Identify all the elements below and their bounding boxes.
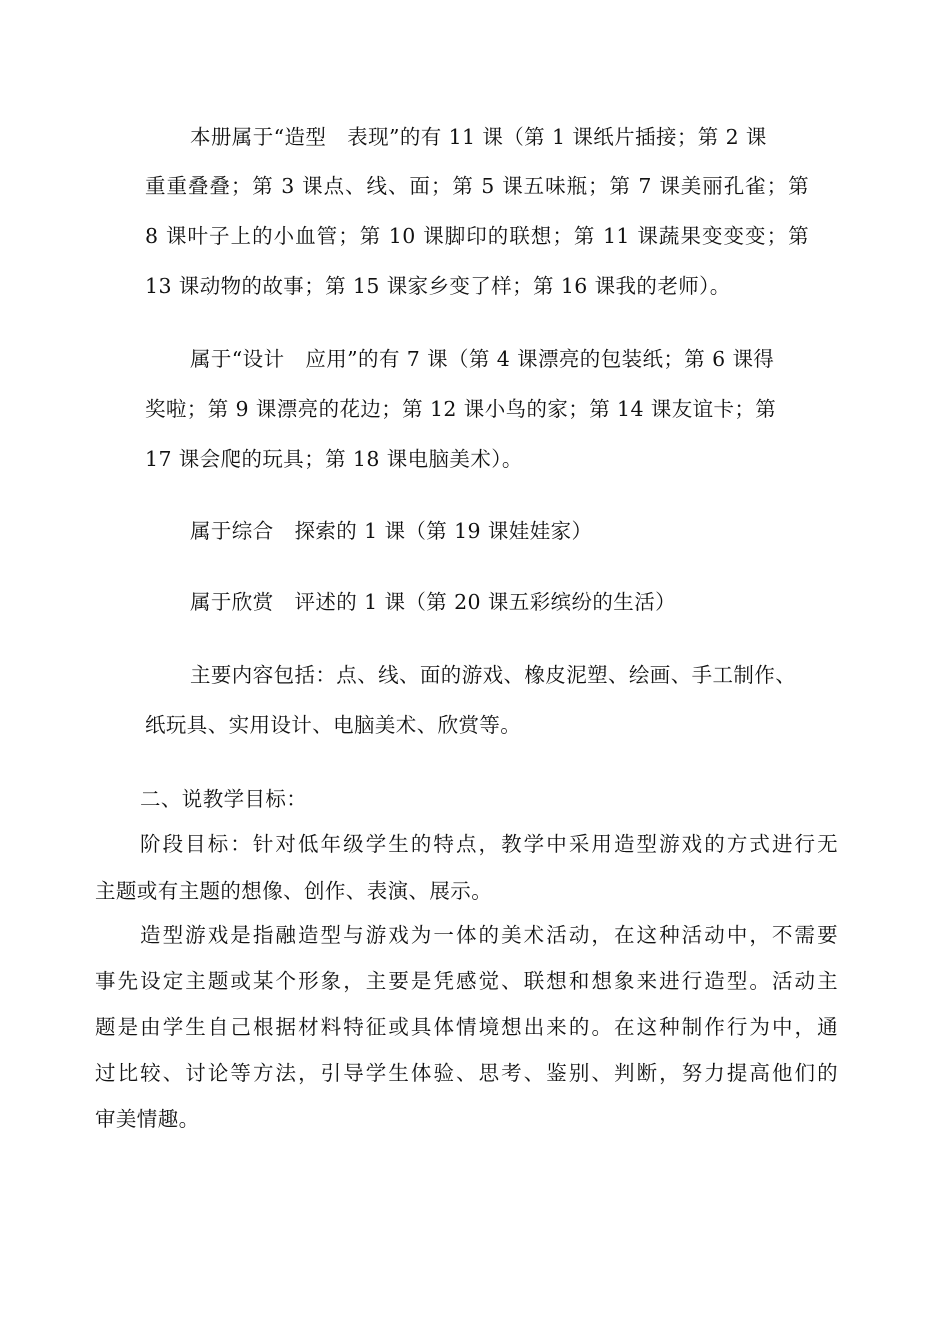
p4-line-1: 属于欣赏 评述的 1 课（第 20 课五彩缤纷的生活）	[190, 590, 676, 614]
p2-line-3: 17 课会爬的玩具；第 18 课电脑美术）。	[145, 447, 523, 471]
p7-line-2: 主题或有主题的想像、创作、表演、展示。	[95, 879, 493, 903]
p8-line-1: 造型游戏是指融造型与游戏为一体的美术活动，在这种活动中，不需要	[140, 923, 838, 947]
p8-line-3: 题是由学生自己根据材料特征或具体情境想出来的。在这种制作行为中，通	[95, 1015, 838, 1039]
p3-line-1: 属于综合 探索的 1 课（第 19 课娃娃家）	[190, 519, 593, 543]
p2-line-1: 属于“设计 应用”的有 7 课（第 4 课漂亮的包装纸；第 6 课得	[190, 347, 775, 371]
p8-line-2: 事先设定主题或某个形象，主要是凭感觉、联想和想象来进行造型。活动主	[95, 969, 838, 993]
p8-line-5: 审美情趣。	[95, 1107, 200, 1131]
p5-line-1: 主要内容包括：点、线、面的游戏、橡皮泥塑、绘画、手工制作、	[190, 663, 797, 687]
p1-line-3: 8 课叶子上的小血管；第 10 课脚印的联想；第 11 课蔬果变变变；第	[145, 224, 809, 248]
section-heading: 二、说教学目标：	[140, 787, 308, 811]
p5-line-2: 纸玩具、实用设计、电脑美术、欣赏等。	[145, 713, 522, 737]
p8-line-4: 过比较、讨论等方法，引导学生体验、思考、鉴别、判断，努力提高他们的	[95, 1061, 838, 1085]
p1-line-2: 重重叠叠；第 3 课点、线、面；第 5 课五味瓶；第 7 课美丽孔雀；第	[145, 174, 809, 198]
p1-line-1: 本册属于“造型 表现”的有 11 课（第 1 课纸片插接；第 2 课	[190, 125, 767, 149]
p2-line-2: 奖啦；第 9 课漂亮的花边；第 12 课小鸟的家；第 14 课友谊卡；第	[145, 397, 777, 421]
p1-line-4: 13 课动物的故事；第 15 课家乡变了样；第 16 课我的老师）。	[145, 274, 731, 298]
p7-line-1: 阶段目标：针对低年级学生的特点，教学中采用造型游戏的方式进行无	[140, 832, 838, 856]
